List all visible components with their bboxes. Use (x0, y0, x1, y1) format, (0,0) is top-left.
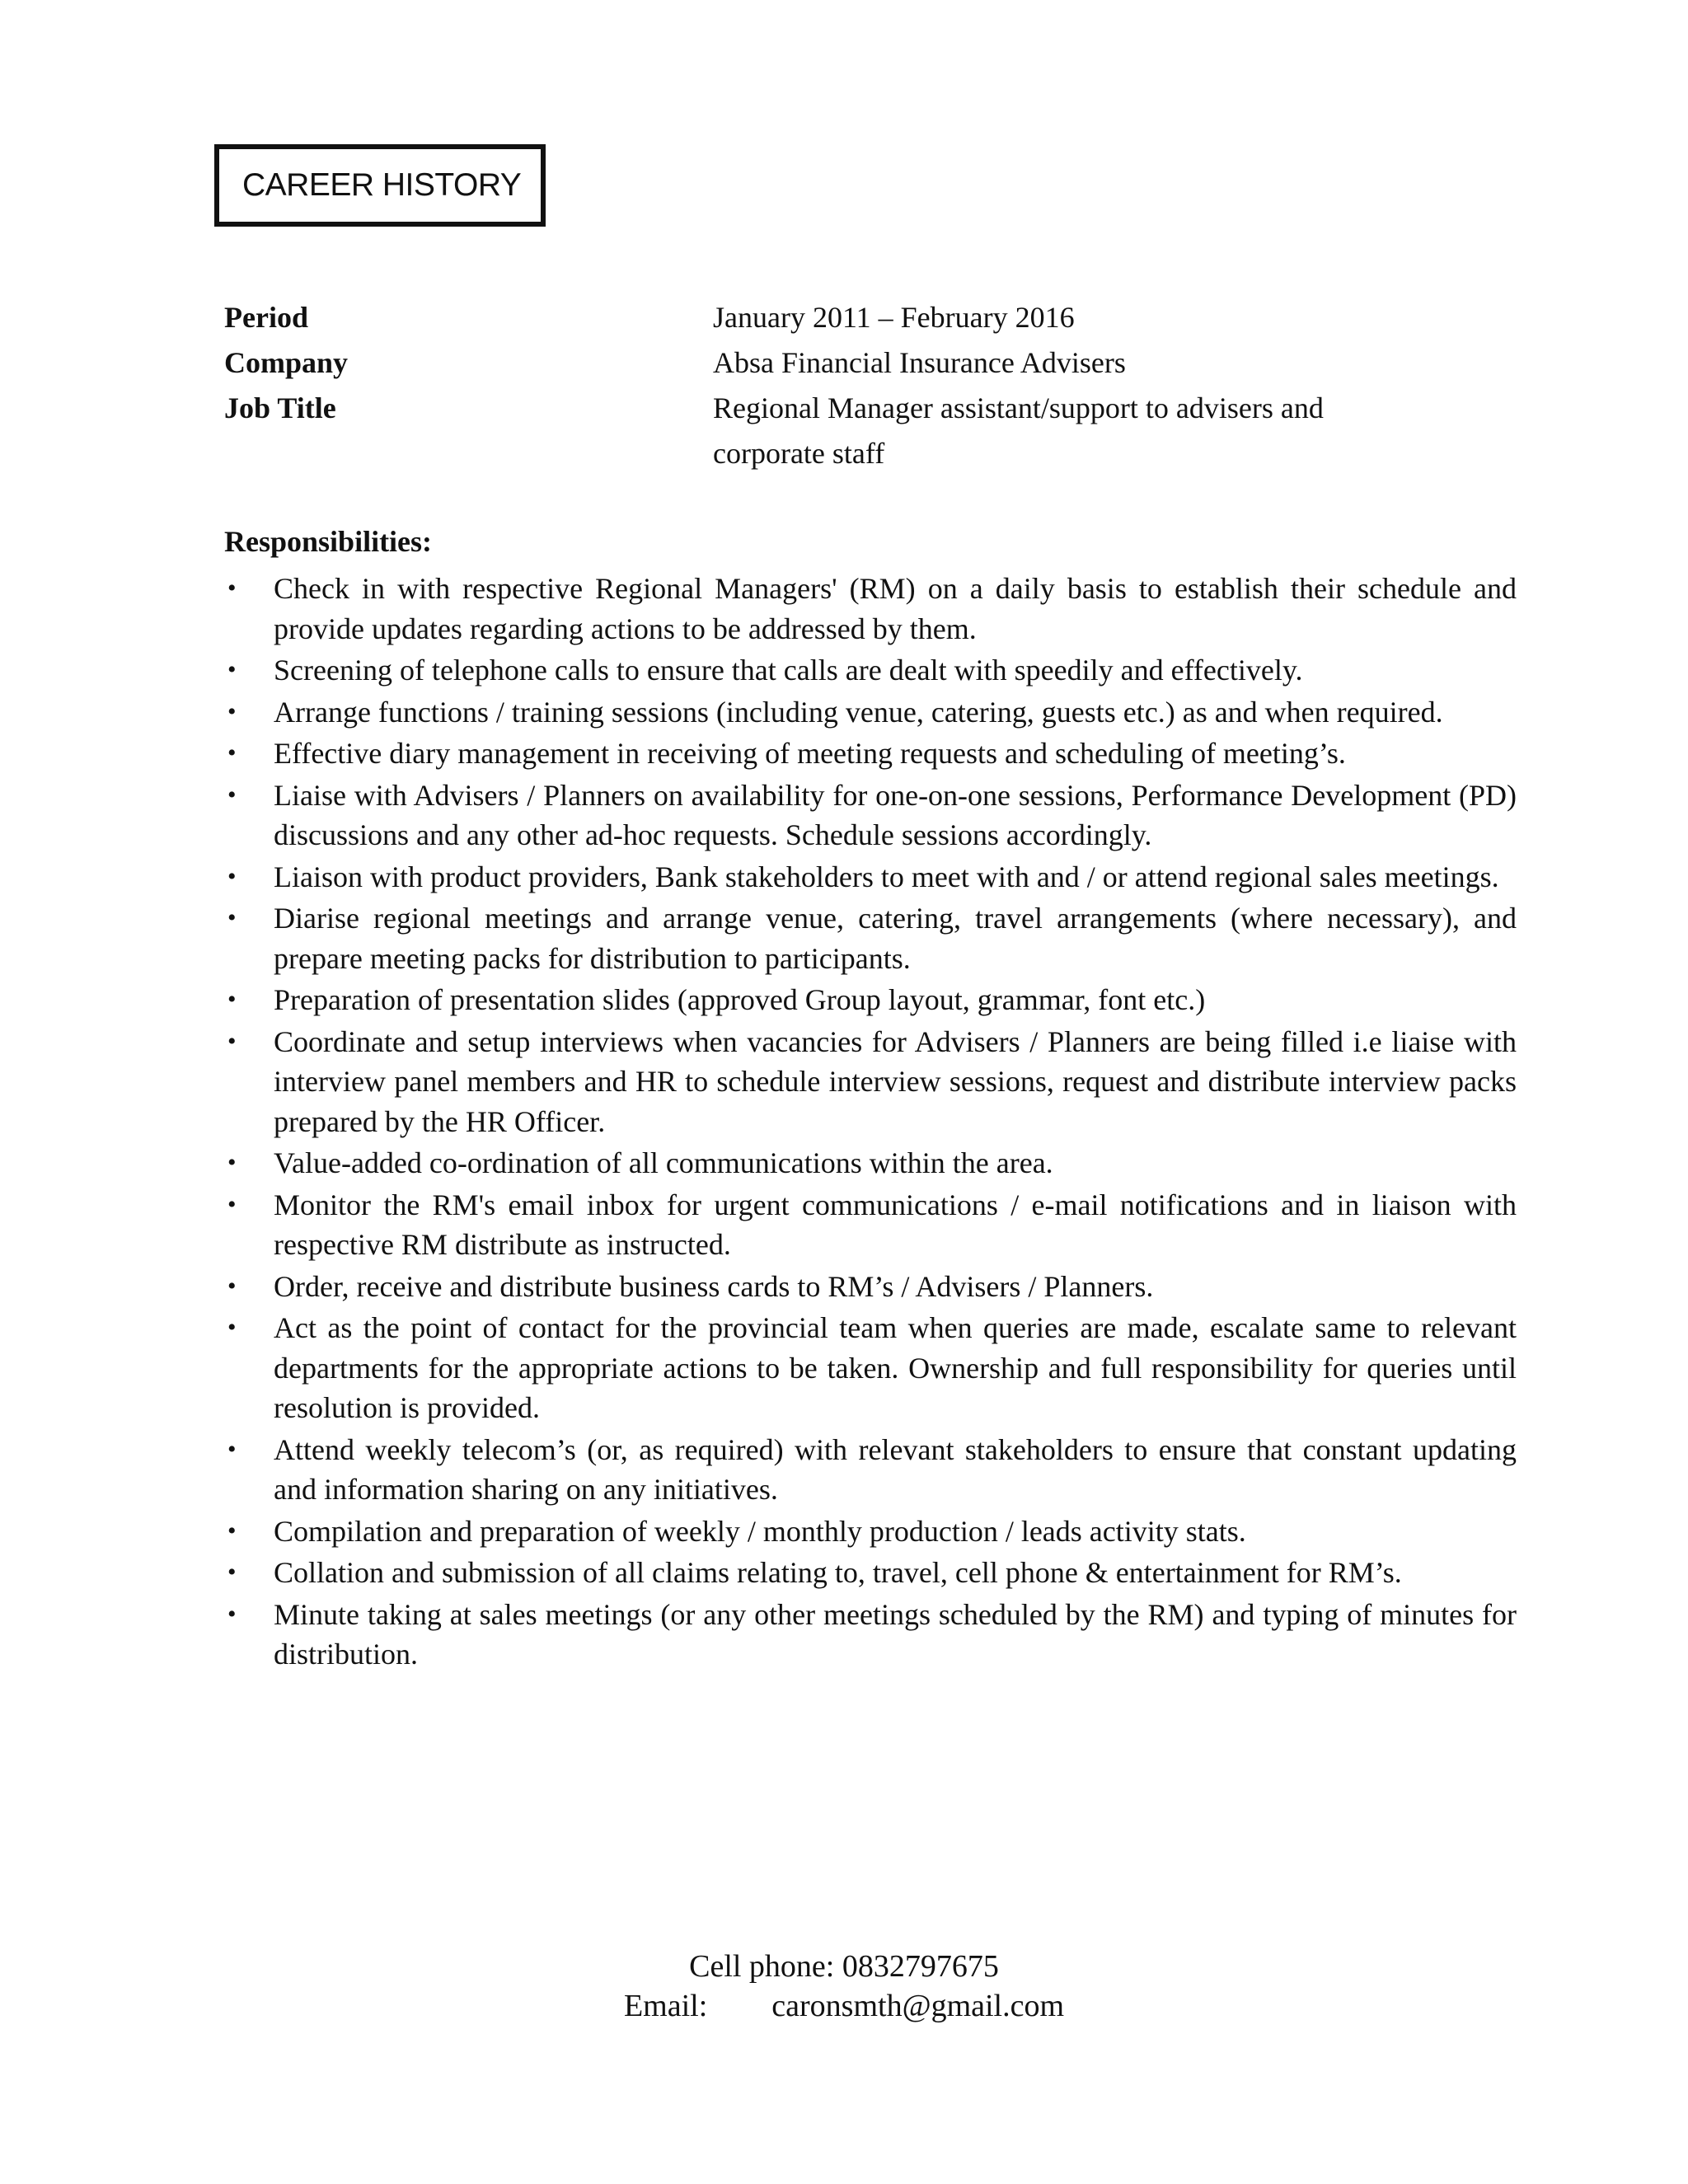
bullet-icon: • (227, 1027, 237, 1055)
responsibility-item (224, 898, 1517, 978)
responsibility-text: Value-added co-ordination of all communications within the area. (274, 1146, 1053, 1179)
responsibility-text: Monitor the RM's email inbox for urgent communications / e-mail notifications and in liaison with respective RM distribute as instructed. (274, 1188, 1517, 1261)
section-title-box (214, 144, 546, 227)
responsibility-text: Act as the point of contact for the provincial team when queries are made, escalate same to relevant departments for the appropriate actions to be taken. Ownership and full responsibility for queries until resolution is provided. (274, 1311, 1517, 1424)
section-title: CAREER HISTORY (242, 167, 522, 203)
responsibilities-heading: Responsibilities: (224, 525, 433, 558)
responsibility-text: Minute taking at sales meetings (or any other meetings scheduled by the RM) and typing of minutes for distribution. (274, 1597, 1517, 1671)
responsibility-text: Arrange functions / training sessions (including venue, catering, guests etc.) as and when required. (274, 695, 1443, 729)
job-title-label: Job Title (224, 391, 336, 424)
bullet-icon: • (227, 697, 237, 725)
bullet-icon: • (227, 574, 237, 602)
bullet-icon: • (227, 1149, 237, 1176)
responsibility-text: Effective diary management in receiving of meeting requests and scheduling of meeting’s. (274, 737, 1346, 770)
responsibility-item (224, 692, 1517, 733)
bullet-icon: • (227, 1558, 237, 1586)
bullet-icon: • (227, 1272, 237, 1300)
responsibility-text: Collation and submission of all claims relating to, travel, cell phone & entertainment for RM’s. (274, 1556, 1402, 1589)
info-row-period (224, 295, 1461, 340)
contact-footer (0, 1947, 1688, 2026)
responsibility-item (224, 1143, 1517, 1183)
email-address[interactable]: caronsmth@gmail.com (771, 1989, 1065, 2023)
responsibility-text: Coordinate and setup interviews when vacancies for Advisers / Planners are being filled i.e liaise with interview panel members and HR to schedule interview sessions, request and distribute interview packs prepared by the HR Officer. (274, 1024, 1517, 1138)
bullet-icon: • (227, 986, 237, 1013)
responsibility-item (224, 569, 1517, 649)
responsibility-item (224, 1308, 1517, 1428)
responsibility-item (224, 1511, 1517, 1552)
bullet-icon: • (227, 1516, 237, 1544)
responsibility-item (224, 650, 1517, 691)
bullet-icon: • (227, 739, 237, 766)
responsibility-item (224, 980, 1517, 1020)
bullet-icon: • (227, 780, 237, 808)
responsibility-item (224, 857, 1517, 898)
responsibility-item (224, 1595, 1517, 1675)
bullet-icon: • (227, 862, 237, 890)
bullet-icon: • (227, 904, 237, 931)
responsibility-text: Screening of telephone calls to ensure that calls are dealt with speedily and effectively. (274, 654, 1303, 687)
responsibility-text: Liaison with product providers, Bank stakeholders to meet with and / or attend regional sales meetings. (274, 860, 1499, 893)
cell-phone: Cell phone: 0832797675 (689, 1949, 999, 1984)
responsibility-item (224, 1430, 1517, 1510)
info-row-job-title (224, 386, 1461, 476)
responsibility-item (224, 1267, 1517, 1307)
info-row-company (224, 340, 1461, 386)
responsibility-text: Diarise regional meetings and arrange venue, catering, travel arrangements (where necessary), and prepare meeting packs for distribution to participants. (274, 902, 1517, 975)
bullet-icon: • (227, 1314, 237, 1341)
responsibility-text: Check in with respective Regional Managers' (RM) on a daily basis to establish their schedule and provide updates regarding actions to be addressed by them. (274, 572, 1517, 645)
job-title-value: Regional Manager assistant/support to advisers and corporate staff (713, 391, 1324, 470)
bullet-icon: • (227, 656, 237, 683)
bullet-icon: • (227, 1435, 237, 1463)
responsibilities-list (224, 569, 1517, 1676)
period-value: January 2011 – February 2016 (713, 301, 1075, 334)
bullet-icon: • (227, 1190, 237, 1218)
email-label: Email: (623, 1989, 708, 2023)
responsibility-item (224, 776, 1517, 855)
responsibility-text: Order, receive and distribute business cards to RM’s / Advisers / Planners. (274, 1269, 1154, 1303)
company-label: Company (224, 346, 349, 379)
responsibility-text: Attend weekly telecom’s (or, as required) with relevant stakeholders to ensure that constant updating and information sharing on any initiatives. (274, 1432, 1517, 1506)
responsibility-item (224, 733, 1517, 774)
responsibility-item (224, 1185, 1517, 1265)
responsibility-item (224, 1553, 1517, 1593)
job-info-table (224, 295, 1461, 476)
bullet-icon: • (227, 1600, 237, 1628)
company-value: Absa Financial Insurance Advisers (713, 346, 1126, 379)
responsibility-text: Preparation of presentation slides (approved Group layout, grammar, font etc.) (274, 983, 1206, 1016)
responsibility-text: Liaise with Advisers / Planners on availability for one-on-one sessions, Performance Development (PD) discussions and any other ad-hoc requests. Schedule sessions accordingly. (274, 778, 1517, 851)
period-label: Period (224, 301, 308, 334)
responsibility-item (224, 1022, 1517, 1142)
email-row (0, 1986, 1688, 2026)
responsibility-text: Compilation and preparation of weekly / monthly production / leads activity stats. (274, 1514, 1246, 1548)
